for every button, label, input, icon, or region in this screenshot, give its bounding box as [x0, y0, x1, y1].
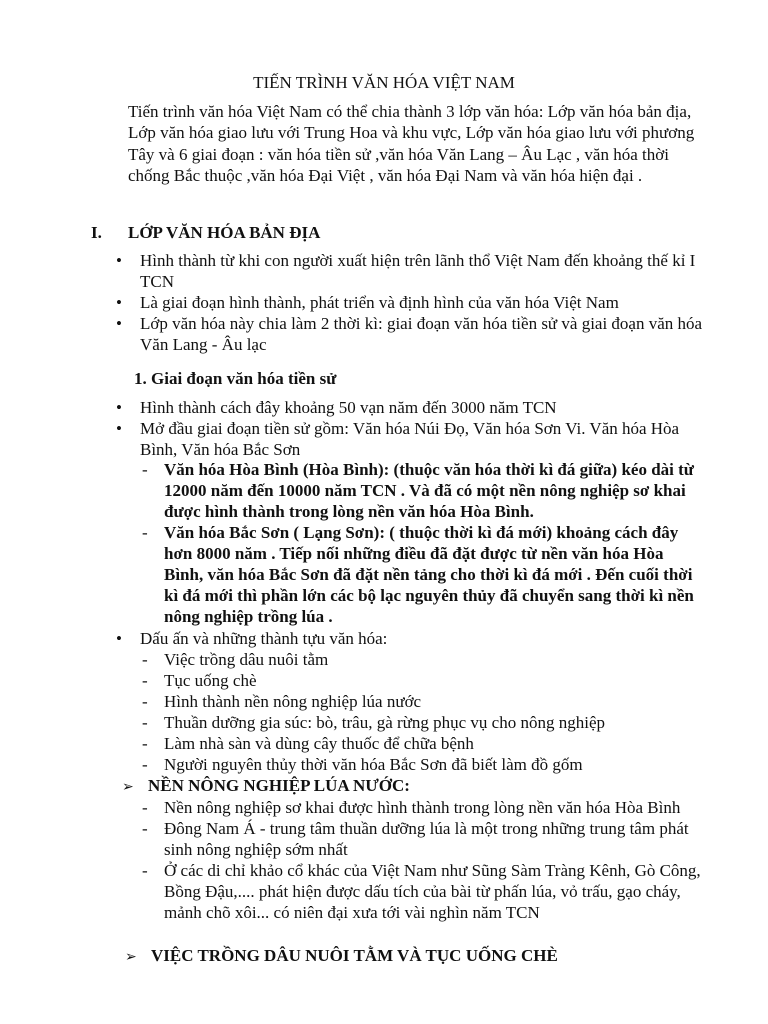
section-heading: [91, 222, 320, 243]
section-number: I.: [91, 223, 102, 242]
list-item: - Văn hóa Bắc Sơn ( Lạng Sơn): ( thuộc thời kì đá mới) khoảng cách đây hơn 8000 năm . Tiếp nối những điều đã đặt được từ nền văn hóa Hòa Bình, văn hóa Bắc Sơn đã đặt nền tảng cho thời kì đá mới . Đến cuối thời kì đá mới thì phần lớn các bộ lạc nguyên thủy đã chuyển sang thời kì nền nông nghiệp trồng lúa .: [140, 522, 702, 627]
list-item: - Ở các di chỉ khảo cổ khác của Việt Nam như Sũng Sàm Tràng Kênh, Gò Công, Bồng Đậu,.... phát hiện được dấu tích của bài từ phấn lúa, vỏ trấu, gạo cháy, mảnh chõ xôi... có niên đại xưa tới vài nghìn năm TCN: [140, 860, 702, 923]
section-title: LỚP VĂN HÓA BẢN ĐỊA: [128, 223, 321, 242]
achievements-dash-list: [140, 649, 702, 775]
arrow-bullet-icon: ➢: [125, 949, 137, 965]
list-item: - Làm nhà sàn và dùng cây thuốc để chữa bệnh: [140, 733, 702, 754]
list-item: - Nền nông nghiệp sơ khai được hình thành trong lòng nền văn hóa Hòa Bình: [140, 797, 702, 818]
subsection-heading: 1. Giai đoạn văn hóa tiền sử: [134, 369, 337, 388]
rice-agriculture-heading: [122, 775, 410, 798]
silk-tea-heading: [125, 945, 558, 968]
section-bullet-list: [116, 250, 706, 355]
culture-dash-list: [140, 459, 702, 627]
list-item: - Văn hóa Hòa Bình (Hòa Bình): (thuộc văn hóa thời kì đá giữa) kéo dài từ 12000 năm đến 10000 năm TCN . Và đã có một nền nông nghiệp sơ khai được hình thành trong lòng nền văn hóa Hòa Bình.: [140, 459, 702, 522]
list-item: - Thuần dưỡng gia súc: bò, trâu, gà rừng phục vụ cho nông nghiệp: [140, 712, 702, 733]
arrow-bullet-icon: ➢: [122, 779, 134, 795]
list-item: • Lớp văn hóa này chia làm 2 thời kì: giai đoạn văn hóa tiền sử và giai đoạn văn hóa Văn Lang - Âu lạc: [116, 313, 706, 355]
list-item: - Người nguyên thủy thời văn hóa Bắc Sơn đã biết làm đồ gốm: [140, 754, 702, 775]
achievements-bullet-list: [116, 628, 706, 649]
document-title: TIẾN TRÌNH VĂN HÓA VIỆT NAM: [253, 73, 515, 92]
list-item: - Hình thành nền nông nghiệp lúa nước: [140, 691, 702, 712]
list-item: - Đông Nam Á - trung tâm thuần dưỡng lúa là một trong những trung tâm phát sinh nông nghiệp sớm nhất: [140, 818, 702, 860]
list-item: - Việc trồng dâu nuôi tằm: [140, 649, 702, 670]
list-item: • Mở đầu giai đoạn tiền sử gồm: Văn hóa Núi Đọ, Văn hóa Sơn Vi. Văn hóa Hòa Bình, Văn hóa Bắc Sơn: [116, 418, 706, 460]
list-item: • Dấu ấn và những thành tựu văn hóa:: [116, 628, 706, 649]
list-item: • Hình thành từ khi con người xuất hiện trên lãnh thổ Việt Nam đến khoảng thế kỉ I TCN: [116, 250, 706, 292]
intro-paragraph: Tiến trình văn hóa Việt Nam có thể chia thành 3 lớp văn hóa: Lớp văn hóa bản địa, Lớp văn hóa giao lưu với Trung Hoa và khu vực, Lớp văn hóa giao lưu với phương Tây và 6 giai đoạn : văn hóa tiền sử ,văn hóa Văn Lang – Âu Lạc , văn hóa thời chống Bắc thuộc ,văn hóa Đại Việt , văn hóa Đại Nam và văn hóa hiện đại .: [128, 102, 695, 185]
prehistory-bullet-list: [116, 397, 706, 460]
arrow-heading-text: VIỆC TRỒNG DÂU NUÔI TẰM VÀ TỤC UỐNG CHÈ: [151, 946, 558, 965]
list-item: • Là giai đoạn hình thành, phát triển và định hình của văn hóa Việt Nam: [116, 292, 706, 313]
rice-agriculture-dash-list: [140, 797, 702, 923]
list-item: - Tục uống chè: [140, 670, 702, 691]
arrow-heading-text: NỀN NÔNG NGHIỆP LÚA NƯỚC:: [148, 776, 410, 795]
list-item: • Hình thành cách đây khoảng 50 vạn năm đến 3000 năm TCN: [116, 397, 706, 418]
